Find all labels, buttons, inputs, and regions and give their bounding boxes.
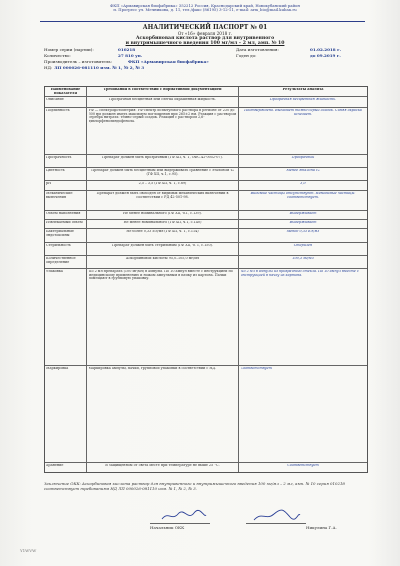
signature-right-name: Никулина Г.А.: [306, 525, 337, 530]
conclusion-text: Заключение ОКК: Аскорбиновая кислота раствор для внутривенного и внутримышечного введения 100 мг/мл – 2 мл, амп. № 10 серия 010218 соответствует требованиям НД ЛП 000026-081110 изм. № 1, № 2, № 3.: [44, 481, 345, 491]
expiry-value: до 09.2019 г.: [310, 53, 341, 58]
header-requirements: Требования в соответствии с нормативной документацией: [103, 87, 222, 91]
param-name: Цветность: [46, 168, 65, 172]
param-result: Видимые частицы отсутствуют. Невидимые частицы: соответствует.: [250, 191, 356, 199]
param-name: Объём наполнения: [46, 211, 81, 215]
footer-code: Y1WVW: [20, 548, 37, 553]
header-line-2: п. Прогресс ул. Мечникова, д. 11, тел./факс (86195) 3-12-11, e-mail: arm_bio@mail.kuban.ru: [113, 8, 297, 13]
table-row: [45, 211, 367, 220]
param-requirement: Не менее номинального (ГФ XII, ч.1, с.140): [123, 220, 202, 224]
param-requirement: 2,5 – 3,5 (ГФ XII, ч. 1, с.89): [138, 181, 187, 185]
param-name: Упаковка: [46, 269, 63, 273]
param-result: 100,3 мг/мл: [292, 256, 314, 260]
analysis-table: [44, 86, 368, 473]
table-row: [45, 463, 367, 472]
param-requirement: Не более 0,33 ЕЭ/мл (ГФ XII, ч. 1, с.114): [126, 229, 199, 233]
param-result: Менее эталона Y₆: [286, 168, 320, 172]
table-row: [45, 181, 367, 191]
param-result: Менее 0,33 ЕЭ/мл: [286, 229, 320, 233]
batch-label: Номер серии (партии):: [44, 47, 94, 52]
table-row: [45, 220, 367, 229]
header-rule: [40, 21, 365, 22]
param-requirement: Не менее номинального (ГФ XII, ч.1, с.139).: [123, 211, 202, 215]
param-name: Бактериальные эндотоксины: [46, 229, 74, 237]
header-line-1: ФКП «Армавирская биофабрика» 352212 Россия, Краснодарский край, Новокубанский район: [110, 4, 300, 8]
param-requirement: Препарат должен быть бесцветным или выдерживать сравнение с эталоном Y₆ (ГФ XII, ч.1, с.95).: [91, 168, 234, 176]
param-result: Прозрачная бесцветная жидкость.: [269, 97, 337, 101]
product-name-line-2: и внутримышечного введения 100 мг/мл – 2 мл, амп. № 10: [125, 41, 285, 47]
param-result: Выдерживает: [289, 220, 317, 224]
table-row: [45, 108, 367, 155]
param-requirement: В защищённом от света месте при температуре не выше 25 °С.: [105, 463, 220, 467]
table-row: [45, 155, 367, 168]
param-requirement: Маркировка ампулы, пачки, групповой упаковки в соответствии с НД.: [88, 366, 217, 370]
table-row: [45, 366, 367, 463]
product-name-line-1: Аскорбиновая кислота раствор для внутривенного: [135, 36, 275, 41]
table-row: [45, 269, 367, 366]
date-value: 01.02.2018 г.: [310, 47, 341, 52]
header-param: Наименование показателя: [50, 87, 81, 95]
param-name: Количественное определение: [46, 256, 76, 264]
param-result: Прозрачный: [291, 155, 315, 159]
param-name: Стерильность: [46, 243, 71, 247]
param-name: Подлинность: [46, 108, 70, 112]
param-name: Описание: [46, 97, 64, 101]
param-result: 3,0: [300, 181, 306, 185]
date-label: Дата изготовления:: [236, 47, 279, 52]
param-requirement: Аскорбиновой кислоты 95,0–105,0 мг/мл: [125, 256, 200, 260]
signature-scribble-left: [160, 509, 208, 523]
param-result: Подтверждено. Выпадает тёмно-серый осадок. Синяя окраска исчезает.: [244, 108, 362, 116]
signature-left-label: Начальник ОКК: [150, 525, 185, 530]
table-row: [45, 191, 367, 211]
qty-value: 27 810 уп.: [118, 53, 143, 58]
normdoc-label: НД:: [44, 65, 53, 70]
company-header: [40, 4, 370, 13]
maker-label: Производитель – изготовитель:: [44, 59, 113, 64]
param-name: Прозрачность: [46, 155, 72, 159]
param-requirement: Препарат должен быть свободен от видимых механических включений в соответствии с РД 42-501-98.: [96, 191, 229, 199]
signature-scribble-right: [252, 508, 302, 523]
qty-label: Количество:: [44, 53, 71, 58]
signature-line-right: [246, 523, 306, 524]
param-name: pH: [46, 181, 52, 185]
normdoc-value: ЛП 000026-081110 изм. № 1, № 2, № 3: [54, 65, 145, 70]
param-requirement: Прозрачная бесцветная или слегка окрашенная жидкость.: [109, 97, 216, 101]
table-row: [45, 97, 367, 108]
passport-date: От «16» февраля 2018 г.: [177, 31, 233, 36]
product-name: [50, 36, 360, 46]
param-requirement: Препарат должен быть стерильным (ГФ XII, ч. 1, с.150).: [112, 243, 213, 247]
table-header-row: [45, 87, 367, 97]
param-requirement: Препарат должен быть прозрачным (ГФ XII, ч. 1, ОФС.42-0052-07).: [102, 155, 223, 159]
signature-line-left: [150, 523, 210, 524]
param-result: Соответствует: [287, 463, 319, 467]
expiry-label: Годен до:: [236, 53, 257, 58]
param-result: Стерилен: [293, 243, 313, 247]
param-name: Маркировка: [46, 366, 69, 370]
param-result: Выдерживает: [289, 211, 317, 215]
maker-value: ФКП «Армавирская биофабрика»: [128, 59, 209, 64]
param-requirement: УФ — спектрофотометрия: УФ-спектр испытуемого раствора в регионе от 230 до 300 нм должен иметь максимум поглощения при 265±2 нм. Реакция с раствором серебра нитрата: тёмно-серый осадок. Реакция с раствором 2,6-дихлорфенолиндофенола.: [88, 108, 237, 124]
param-name: Механические включения: [46, 191, 73, 199]
batch-value: 010218: [118, 47, 136, 52]
passport-title: АНАЛИТИЧЕСКИЙ ПАСПОРТ № 01: [142, 24, 268, 31]
param-name: Извлекаемый объём: [46, 220, 83, 224]
header-results: Результаты анализа: [282, 87, 324, 91]
param-result: Соответствует: [240, 366, 272, 370]
param-result: По 2 мл в ампулы из прозрачного стекла. По 10 ампул вместе с инструкцией в пачку из картона.: [240, 269, 359, 277]
table-row: [45, 168, 367, 181]
table-row: [45, 256, 367, 269]
param-name: Хранение: [46, 463, 64, 467]
table-row: [45, 243, 367, 256]
param-requirement: По 2 мл препарата (100 мг/мл) в ампулы. По 10 ампул вместе с инструкцией по медицинскому применению и ножом ампульным в пачку из картона. Пачки помещают в групповую упаковку.: [88, 269, 233, 281]
table-row: [45, 229, 367, 243]
